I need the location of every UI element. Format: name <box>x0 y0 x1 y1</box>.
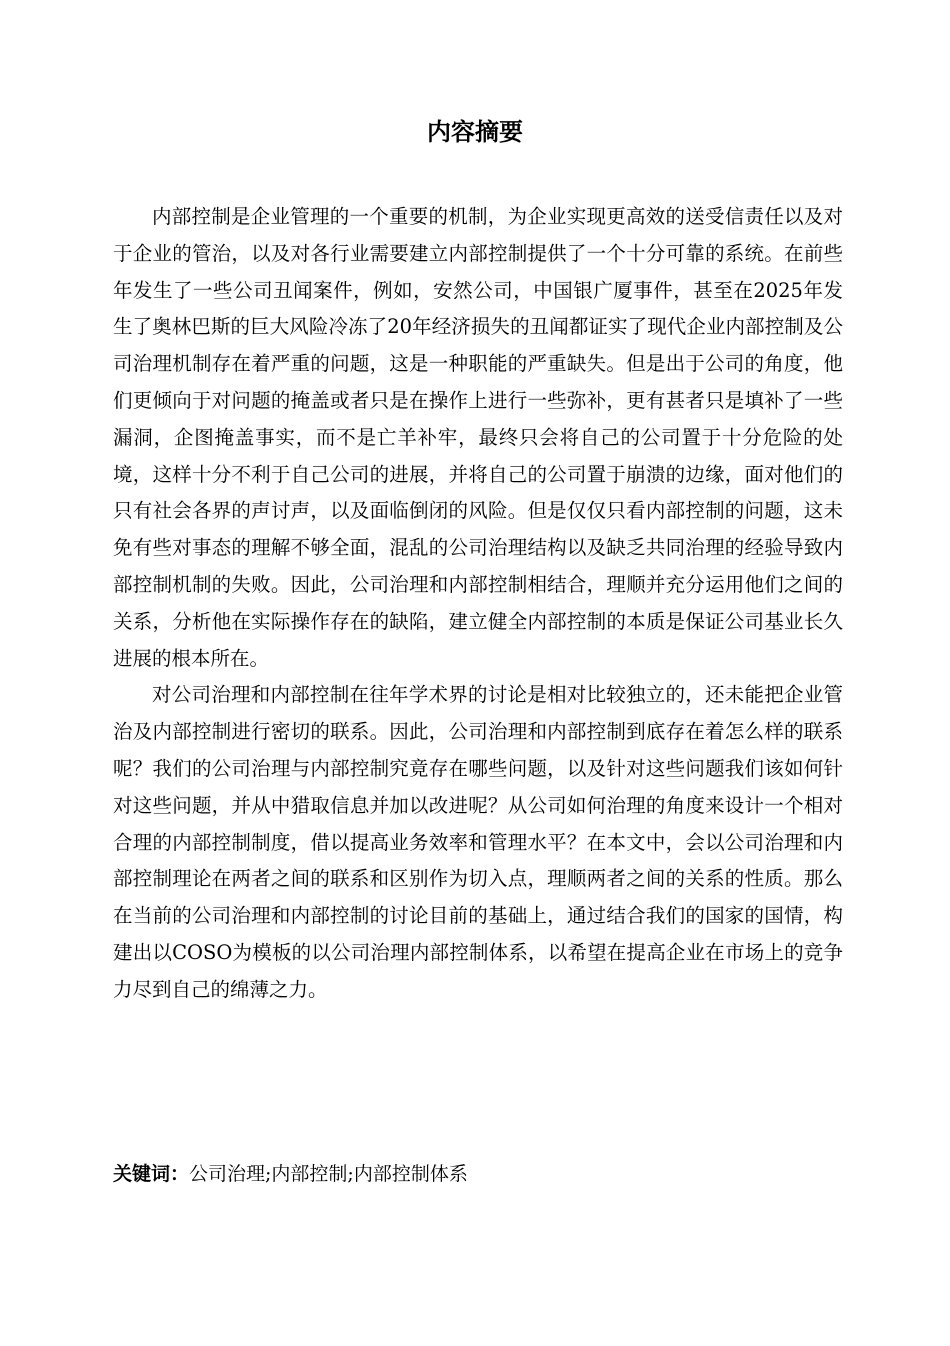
keywords-line <box>113 1156 843 1192</box>
page-title: 内容摘要 <box>427 118 523 146</box>
keywords-label: 关键词： <box>113 1163 190 1185</box>
abstract-body <box>113 199 843 1009</box>
abstract-paragraph-1: 内部控制是企业管理的一个重要的机制，为企业实现更高效的送受信责任以及对于企业的管治，以及对各行业需要建立内部控制提供了一个十分可靠的系统。在前些年发生了一些公司丑闻案件，例如，安然公司，中国银广厦事件，甚至在2025年发生了奥林巴斯的巨大风险冷冻了20年经济损失的丑闻都证实了现代企业内部控制及公司治理机制存在着严重的问题，这是一种职能的严重缺失。但是出于公司的角度，他们更倾向于对问题的掩盖或者只是在操作上进行一些弥补，更有甚者只是填补了一些漏洞，企图掩盖事实，而不是亡羊补牢，最终只会将自己的公司置于十分危险的处境，这样十分不利于自己公司的进展，并将自己的公司置于崩溃的边缘，面对他们的只有社会各界的声讨声，以及面临倒闭的风险。但是仅仅只看内部控制的问题，这未免有些对事态的理解不够全面，混乱的公司治理结构以及缺乏共同治理的经验导致内部控制机制的失败。因此，公司治理和内部控制相结合，理顺并充分运用他们之间的关系，分析他在实际操作存在的缺陷，建立健全内部控制的本质是保证公司基业长久进展的根本所在。 <box>113 205 843 670</box>
keywords-value: 公司治理;内部控制;内部控制体系 <box>189 1163 468 1185</box>
abstract-paragraph-2: 对公司治理和内部控制在往年学术界的讨论是相对比较独立的，还未能把企业管治及内部控制进行密切的联系。因此，公司治理和内部控制到底存在着怎么样的联系呢？我们的公司治理与内部控制究竟存在哪些问题，以及针对这些问题我们该如何针对这些问题，并从中猎取信息并加以改进呢？从公司如何治理的角度来设计一个相对合理的内部控制制度，借以提高业务效率和管理水平？在本文中，会以公司治理和内部控制理论在两者之间的联系和区别作为切入点，理顺两者之间的关系的性质。那么在当前的公司治理和内部控制的讨论目前的基础上，通过结合我们的国家的国情，构建出以COSO为模板的以公司治理内部控制体系，以希望在提高企业在市场上的竞争力尽到自己的绵薄之力。 <box>113 683 843 1001</box>
